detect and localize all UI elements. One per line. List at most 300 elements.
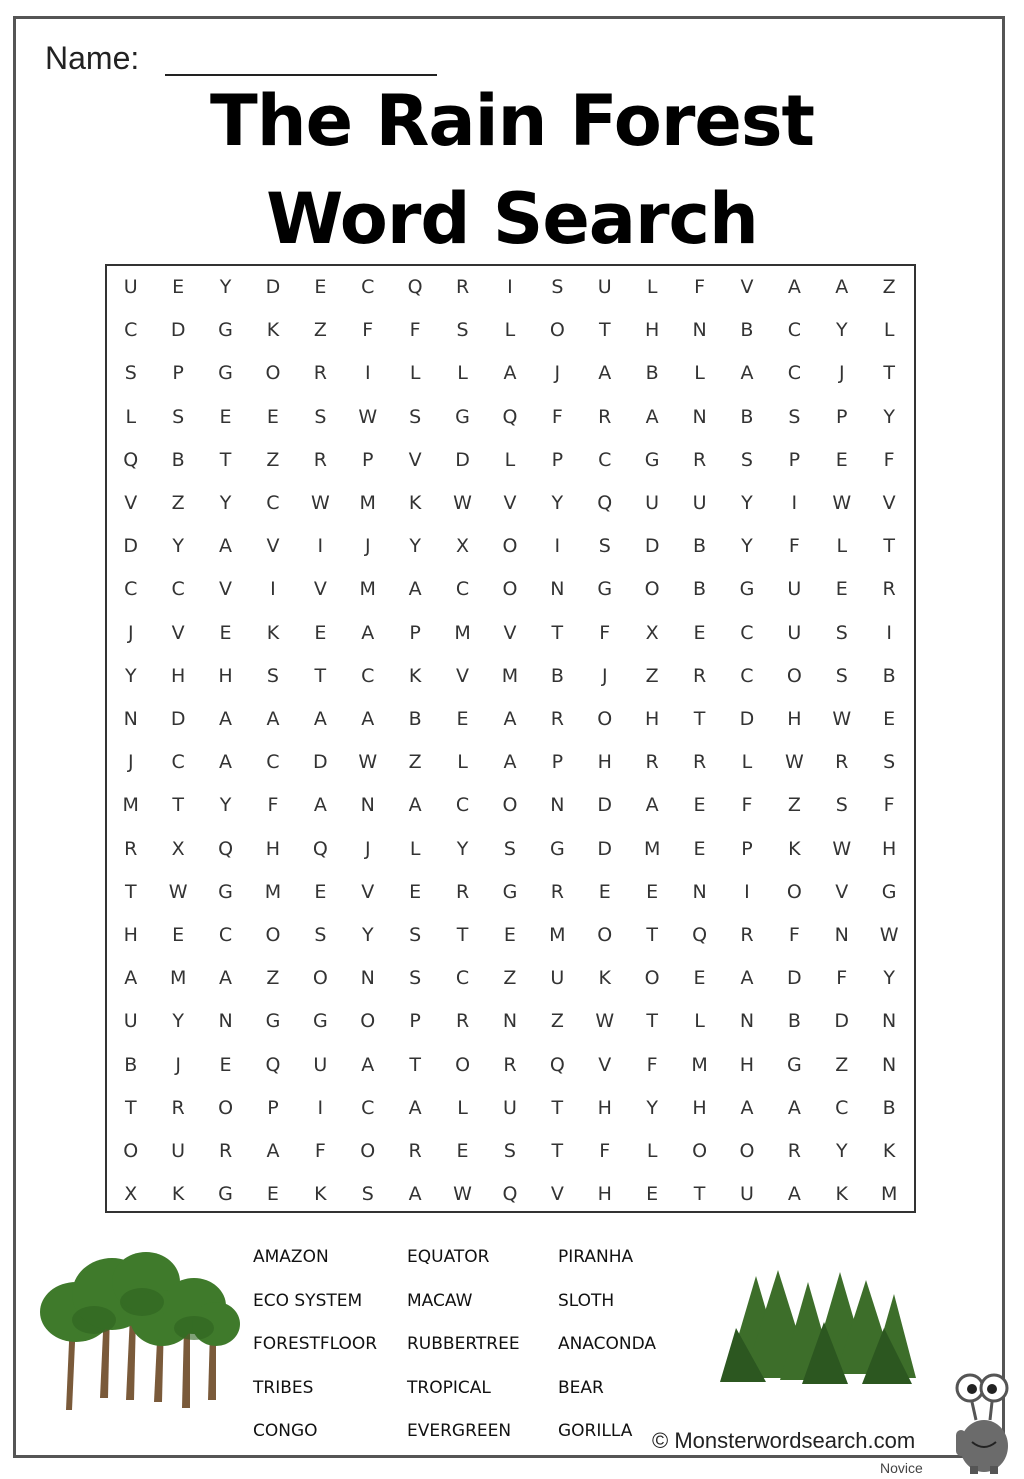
grid-letter[interactable]: N (218, 1010, 233, 1033)
grid-letter[interactable]: D (313, 751, 328, 774)
grid-letter[interactable]: Y (409, 535, 421, 558)
grid-letter[interactable]: L (883, 319, 895, 342)
grid-letter[interactable]: M (264, 880, 282, 903)
grid-letter[interactable]: O (739, 1140, 755, 1162)
grid-letter[interactable]: Q (597, 492, 613, 514)
grid-letter[interactable]: E (314, 276, 327, 298)
grid-letter[interactable]: E (835, 578, 848, 601)
grid-letter[interactable]: D (455, 448, 470, 471)
grid-letter[interactable]: B (408, 708, 422, 730)
grid-letter[interactable]: R (787, 1140, 801, 1162)
grid-letter[interactable]: F (267, 794, 279, 817)
grid-letter[interactable]: F (788, 535, 800, 558)
grid-letter[interactable]: Y (741, 492, 753, 514)
grid-letter[interactable]: A (408, 1096, 422, 1119)
grid-letter[interactable]: U (739, 1183, 754, 1206)
grid-letter[interactable]: K (408, 492, 422, 514)
grid-letter[interactable]: R (645, 751, 659, 774)
letter-grid[interactable] (105, 264, 916, 1213)
grid-letter[interactable]: W (595, 1010, 615, 1033)
grid-letter[interactable]: K (314, 1183, 327, 1206)
grid-letter[interactable]: G (455, 405, 470, 428)
grid-letter[interactable]: D (644, 535, 660, 558)
grid-letter[interactable]: O (360, 1140, 376, 1162)
grid-letter[interactable]: L (741, 751, 753, 774)
grid-letter[interactable]: G (739, 578, 755, 601)
grid-letter[interactable]: Q (502, 405, 518, 428)
grid-letter[interactable]: U (123, 276, 138, 298)
grid-letter[interactable]: A (408, 578, 422, 601)
grid-letter[interactable]: F (362, 319, 374, 342)
grid-letter[interactable]: Z (171, 492, 185, 514)
grid-letter[interactable]: R (408, 1140, 422, 1162)
grid-letter[interactable]: B (124, 1053, 138, 1076)
grid-letter[interactable]: E (314, 880, 327, 903)
grid-letter[interactable]: V (266, 535, 280, 558)
grid-letter[interactable]: W (784, 751, 804, 774)
grid-letter[interactable]: C (124, 578, 138, 601)
grid-letter[interactable]: J (364, 837, 371, 860)
grid-letter[interactable]: A (408, 1183, 422, 1206)
grid-letter[interactable]: Z (645, 664, 659, 687)
grid-letter[interactable]: K (788, 837, 801, 860)
grid-letter[interactable]: F (694, 276, 706, 298)
grid-letter[interactable]: L (409, 362, 421, 385)
grid-letter[interactable]: B (882, 664, 896, 687)
grid-letter[interactable]: C (361, 276, 375, 298)
grid-letter[interactable]: F (788, 924, 800, 946)
grid-letter[interactable]: R (692, 448, 707, 471)
grid-letter[interactable]: E (314, 621, 327, 644)
grid-letter[interactable]: Q (407, 276, 423, 298)
grid-letter[interactable]: M (501, 664, 519, 687)
grid-letter[interactable]: A (787, 1096, 801, 1119)
grid-letter[interactable]: T (598, 319, 611, 342)
grid-letter[interactable]: W (832, 837, 852, 860)
grid-letter[interactable]: Y (646, 1096, 658, 1119)
grid-letter[interactable]: S (788, 405, 801, 428)
grid-letter[interactable]: G (549, 837, 565, 860)
grid-letter[interactable]: A (219, 535, 233, 558)
grid-letter[interactable]: U (645, 492, 660, 514)
grid-letter[interactable]: V (124, 492, 138, 514)
grid-letter[interactable]: C (455, 967, 470, 990)
grid-letter[interactable]: E (646, 1183, 659, 1206)
grid-letter[interactable]: B (171, 448, 185, 471)
grid-letter[interactable]: R (882, 578, 896, 601)
grid-letter[interactable]: D (787, 967, 802, 990)
grid-letter[interactable]: O (312, 967, 328, 990)
grid-letter[interactable]: J (175, 1053, 181, 1076)
grid-letter[interactable]: S (740, 448, 753, 471)
grid-letter[interactable]: I (507, 276, 513, 298)
grid-letter[interactable]: P (788, 448, 801, 471)
grid-letter[interactable]: O (644, 967, 660, 990)
grid-letter[interactable]: Z (313, 319, 327, 342)
grid-letter[interactable]: B (693, 535, 707, 558)
grid-letter[interactable]: L (694, 362, 705, 385)
grid-letter[interactable]: V (882, 492, 896, 514)
grid-letter[interactable]: D (739, 708, 755, 730)
grid-letter[interactable]: T (124, 1096, 137, 1119)
grid-letter[interactable]: V (598, 1053, 612, 1076)
grid-letter[interactable]: N (550, 794, 565, 817)
grid-letter[interactable]: A (503, 708, 517, 730)
grid-letter[interactable]: A (124, 967, 138, 990)
grid-letter[interactable]: V (456, 664, 470, 687)
grid-letter[interactable]: M (359, 492, 376, 514)
grid-letter[interactable]: M (880, 1183, 898, 1206)
grid-letter[interactable]: W (358, 405, 378, 428)
grid-letter[interactable]: X (456, 535, 470, 558)
grid-letter[interactable]: F (883, 448, 895, 471)
grid-letter[interactable]: M (691, 1053, 708, 1076)
grid-letter[interactable]: E (219, 405, 232, 428)
grid-letter[interactable]: R (313, 448, 327, 471)
grid-letter[interactable]: M (643, 837, 661, 860)
grid-letter[interactable]: Z (882, 276, 896, 298)
grid-letter[interactable]: G (218, 362, 233, 385)
grid-letter[interactable]: E (456, 1140, 469, 1162)
grid-letter[interactable]: Y (219, 794, 232, 817)
grid-letter[interactable]: V (313, 578, 327, 601)
grid-letter[interactable]: L (457, 1096, 468, 1119)
grid-letter[interactable]: G (597, 578, 613, 601)
grid-letter[interactable]: H (644, 708, 660, 730)
grid-letter[interactable]: A (313, 794, 327, 817)
grid-letter[interactable]: F (314, 1140, 326, 1162)
grid-letter[interactable]: K (266, 621, 280, 644)
grid-letter[interactable]: O (549, 319, 565, 342)
grid-letter[interactable]: U (787, 578, 802, 601)
grid-letter[interactable]: S (551, 276, 564, 298)
grid-letter[interactable]: U (313, 1053, 328, 1076)
grid-letter[interactable]: P (836, 405, 848, 428)
grid-letter[interactable]: E (456, 708, 469, 730)
grid-letter[interactable]: A (503, 751, 517, 774)
grid-letter[interactable]: R (455, 880, 470, 903)
grid-letter[interactable]: J (364, 535, 371, 558)
grid-letter[interactable]: W (168, 880, 188, 903)
grid-letter[interactable]: Y (172, 1010, 184, 1033)
grid-letter[interactable]: Y (361, 924, 374, 946)
grid-letter[interactable]: T (646, 1010, 658, 1033)
grid-letter[interactable]: E (266, 1183, 279, 1206)
grid-letter[interactable]: T (124, 880, 137, 903)
grid-letter[interactable]: U (123, 1010, 138, 1033)
grid-letter[interactable]: S (503, 1140, 516, 1162)
grid-letter[interactable]: V (171, 621, 185, 644)
grid-letter[interactable]: D (170, 708, 186, 730)
grid-letter[interactable]: D (834, 1010, 850, 1033)
grid-letter[interactable]: K (835, 1183, 848, 1206)
grid-letter[interactable]: E (409, 880, 422, 903)
grid-letter[interactable]: Y (835, 1140, 848, 1162)
grid-letter[interactable]: O (502, 535, 518, 558)
grid-letter[interactable]: E (172, 924, 185, 946)
grid-letter[interactable]: A (361, 708, 375, 730)
grid-letter[interactable]: S (124, 362, 137, 385)
grid-letter[interactable]: S (314, 405, 327, 428)
grid-letter[interactable]: H (739, 1053, 755, 1076)
grid-letter[interactable]: H (597, 1183, 612, 1206)
grid-letter[interactable]: R (124, 837, 138, 860)
grid-letter[interactable]: A (787, 276, 801, 298)
grid-letter[interactable]: V (503, 492, 517, 514)
grid-letter[interactable]: I (554, 535, 561, 558)
grid-letter[interactable]: E (693, 794, 706, 817)
grid-letter[interactable]: Q (692, 924, 708, 946)
grid-letter[interactable]: T (693, 708, 706, 730)
grid-letter[interactable]: N (882, 1053, 897, 1076)
grid-letter[interactable]: K (882, 1140, 896, 1162)
grid-letter[interactable]: S (409, 967, 422, 990)
grid-letter[interactable]: J (838, 362, 845, 385)
grid-letter[interactable]: S (835, 664, 848, 687)
grid-letter[interactable]: A (361, 1053, 375, 1076)
grid-letter[interactable]: A (503, 362, 517, 385)
grid-letter[interactable]: A (266, 1140, 280, 1162)
grid-letter[interactable]: I (364, 362, 371, 385)
grid-letter[interactable]: S (314, 924, 327, 946)
grid-letter[interactable]: U (502, 1096, 517, 1119)
grid-letter[interactable]: P (267, 1096, 279, 1119)
grid-letter[interactable]: V (550, 1183, 564, 1206)
grid-letter[interactable]: M (359, 578, 376, 601)
grid-letter[interactable]: C (598, 448, 612, 471)
grid-letter[interactable]: W (358, 751, 378, 774)
grid-letter[interactable]: C (124, 319, 138, 342)
grid-letter[interactable]: F (646, 1053, 658, 1076)
grid-letter[interactable]: E (693, 967, 706, 990)
grid-letter[interactable]: B (787, 1010, 801, 1033)
grid-letter[interactable]: O (692, 1140, 708, 1162)
grid-letter[interactable]: W (310, 492, 330, 514)
grid-letter[interactable]: W (453, 492, 472, 514)
grid-letter[interactable]: N (882, 1010, 897, 1033)
grid-letter[interactable]: M (454, 621, 471, 644)
grid-letter[interactable]: L (125, 405, 137, 428)
grid-letter[interactable]: Z (550, 1010, 564, 1033)
grid-letter[interactable]: T (551, 621, 564, 644)
grid-letter[interactable]: L (694, 1010, 705, 1033)
grid-letter[interactable]: T (551, 1096, 564, 1119)
grid-letter[interactable]: E (266, 405, 279, 428)
grid-letter[interactable]: L (504, 319, 516, 342)
grid-letter[interactable]: L (457, 362, 468, 385)
grid-letter[interactable]: M (169, 967, 187, 990)
grid-letter[interactable]: C (787, 362, 801, 385)
grid-letter[interactable]: B (882, 1096, 896, 1119)
grid-letter[interactable]: P (172, 362, 184, 385)
grid-letter[interactable]: U (597, 276, 612, 298)
grid-letter[interactable]: S (456, 319, 469, 342)
grid-letter[interactable]: J (554, 362, 561, 385)
grid-letter[interactable]: N (123, 708, 138, 730)
grid-letter[interactable]: H (787, 708, 802, 730)
grid-letter[interactable]: R (455, 1010, 470, 1033)
grid-letter[interactable]: D (597, 794, 613, 817)
grid-letter[interactable]: W (453, 1183, 472, 1206)
grid-letter[interactable]: O (360, 1010, 376, 1033)
grid-letter[interactable]: N (550, 578, 565, 601)
grid-letter[interactable]: V (740, 276, 754, 298)
grid-letter[interactable]: Y (883, 405, 895, 428)
grid-letter[interactable]: R (740, 924, 754, 946)
grid-letter[interactable]: A (313, 708, 327, 730)
grid-letter[interactable]: H (170, 664, 186, 687)
grid-letter[interactable]: L (836, 535, 848, 558)
grid-letter[interactable]: J (127, 621, 134, 644)
grid-letter[interactable]: G (265, 1010, 281, 1033)
grid-letter[interactable]: N (692, 880, 707, 903)
grid-letter[interactable]: O (597, 924, 613, 946)
grid-letter[interactable]: N (502, 1010, 518, 1033)
grid-letter[interactable]: V (835, 880, 849, 903)
grid-letter[interactable]: U (550, 967, 565, 990)
grid-letter[interactable]: N (692, 319, 707, 342)
grid-letter[interactable]: O (265, 362, 281, 385)
grid-letter[interactable]: F (599, 621, 611, 644)
grid-letter[interactable]: T (172, 794, 184, 817)
grid-letter[interactable]: S (883, 751, 896, 774)
grid-letter[interactable]: D (123, 535, 139, 558)
grid-letter[interactable]: Q (265, 1053, 281, 1076)
grid-letter[interactable]: V (408, 448, 422, 471)
grid-letter[interactable]: A (219, 708, 233, 730)
grid-letter[interactable]: T (551, 1140, 564, 1162)
grid-letter[interactable]: Z (787, 794, 801, 817)
grid-letter[interactable]: R (171, 1096, 185, 1119)
grid-letter[interactable]: R (503, 1053, 517, 1076)
grid-letter[interactable]: L (409, 837, 421, 860)
grid-letter[interactable]: O (786, 880, 802, 903)
grid-letter[interactable]: N (834, 924, 849, 946)
grid-letter[interactable]: F (409, 319, 421, 342)
grid-letter[interactable]: C (835, 1096, 849, 1119)
grid-letter[interactable]: G (644, 448, 660, 471)
grid-letter[interactable]: D (597, 837, 613, 860)
grid-letter[interactable]: G (502, 880, 518, 903)
grid-letter[interactable]: Y (835, 319, 848, 342)
grid-letter[interactable]: R (218, 1140, 233, 1162)
grid-letter[interactable]: B (550, 664, 564, 687)
grid-letter[interactable]: S (503, 837, 516, 860)
grid-letter[interactable]: Z (408, 751, 422, 774)
grid-letter[interactable]: Q (502, 1183, 518, 1206)
grid-letter[interactable]: Y (172, 535, 184, 558)
grid-letter[interactable]: P (551, 448, 564, 471)
grid-letter[interactable]: T (646, 924, 658, 946)
grid-letter[interactable]: Z (503, 967, 517, 990)
grid-letter[interactable]: S (266, 664, 279, 687)
grid-letter[interactable]: R (455, 276, 470, 298)
grid-letter[interactable]: O (502, 578, 518, 601)
grid-letter[interactable]: R (313, 362, 327, 385)
grid-letter[interactable]: A (408, 794, 422, 817)
grid-letter[interactable]: Y (551, 492, 564, 514)
grid-letter[interactable]: T (219, 448, 232, 471)
grid-letter[interactable]: K (598, 967, 611, 990)
grid-letter[interactable]: C (361, 664, 375, 687)
grid-letter[interactable]: M (122, 794, 139, 817)
grid-letter[interactable]: C (455, 578, 470, 601)
grid-letter[interactable]: Z (266, 448, 280, 471)
grid-letter[interactable]: V (219, 578, 233, 601)
grid-letter[interactable]: B (740, 319, 754, 342)
grid-letter[interactable]: F (599, 1140, 611, 1162)
grid-letter[interactable]: I (270, 578, 276, 601)
grid-letter[interactable]: T (409, 1053, 421, 1076)
grid-letter[interactable]: X (124, 1183, 138, 1206)
grid-letter[interactable]: S (409, 405, 422, 428)
grid-letter[interactable]: T (314, 664, 327, 687)
grid-letter[interactable]: H (597, 751, 612, 774)
grid-letter[interactable]: C (171, 578, 185, 601)
grid-letter[interactable]: A (787, 1183, 801, 1206)
grid-letter[interactable]: A (219, 751, 233, 774)
grid-letter[interactable]: E (646, 880, 659, 903)
grid-letter[interactable]: H (881, 837, 897, 860)
grid-letter[interactable]: L (504, 448, 516, 471)
grid-letter[interactable]: P (409, 1010, 421, 1033)
grid-letter[interactable]: X (645, 621, 659, 644)
grid-letter[interactable]: R (692, 751, 707, 774)
grid-letter[interactable]: A (740, 967, 754, 990)
grid-letter[interactable]: C (455, 794, 470, 817)
grid-letter[interactable]: B (740, 405, 754, 428)
grid-letter[interactable]: R (598, 405, 612, 428)
grid-letter[interactable]: T (456, 924, 469, 946)
grid-letter[interactable]: W (832, 708, 852, 730)
grid-letter[interactable]: S (172, 405, 185, 428)
grid-letter[interactable]: C (787, 319, 801, 342)
grid-letter[interactable]: Y (219, 276, 232, 298)
grid-letter[interactable]: Y (124, 664, 137, 687)
grid-letter[interactable]: U (692, 492, 707, 514)
grid-letter[interactable]: N (360, 794, 375, 817)
grid-letter[interactable]: W (879, 924, 899, 946)
grid-letter[interactable]: H (123, 924, 138, 946)
grid-letter[interactable]: P (551, 751, 564, 774)
grid-letter[interactable]: Z (266, 967, 280, 990)
name-input-line[interactable] (165, 74, 437, 76)
grid-letter[interactable]: Y (741, 535, 753, 558)
grid-letter[interactable]: O (265, 924, 281, 946)
grid-letter[interactable]: C (740, 621, 754, 644)
grid-letter[interactable]: V (503, 621, 517, 644)
grid-letter[interactable]: O (455, 1053, 471, 1076)
grid-letter[interactable]: R (550, 880, 564, 903)
grid-letter[interactable]: D (265, 276, 281, 298)
grid-letter[interactable]: Q (218, 837, 234, 860)
grid-letter[interactable]: I (317, 1096, 324, 1119)
grid-letter[interactable]: R (692, 664, 707, 687)
grid-letter[interactable]: P (741, 837, 753, 860)
grid-letter[interactable]: F (741, 794, 753, 817)
grid-letter[interactable]: P (362, 448, 374, 471)
grid-letter[interactable]: S (598, 535, 611, 558)
grid-letter[interactable]: G (218, 319, 233, 342)
grid-letter[interactable]: H (265, 837, 281, 860)
grid-letter[interactable]: A (740, 1096, 754, 1119)
grid-letter[interactable]: S (409, 924, 422, 946)
grid-letter[interactable]: C (266, 751, 280, 774)
grid-letter[interactable]: H (644, 319, 660, 342)
grid-letter[interactable]: C (266, 492, 280, 514)
grid-letter[interactable]: A (645, 794, 659, 817)
grid-letter[interactable]: A (645, 405, 659, 428)
